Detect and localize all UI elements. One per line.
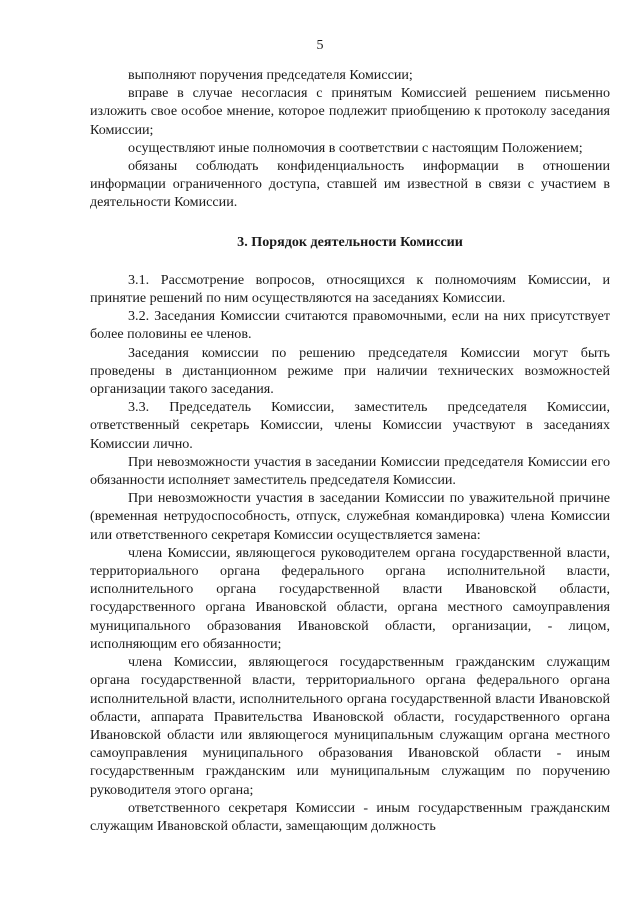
paragraph: выполняют поручения председателя Комиссии; bbox=[128, 67, 413, 83]
paragraph: ответственного секретаря Комиссии - иным государственным гражданским служащим Ивановской области, замещающим должность bbox=[90, 799, 610, 834]
paragraph: 3.1. Рассмотрение вопросов, относящихся к полномочиям Комиссии, и принятие решений по ним осуществляются на заседаниях Комиссии. bbox=[90, 271, 610, 307]
paragraph: 3.3. Председатель Комиссии, заместитель председателя Комиссии, ответственный секретарь Комиссии, члены Комиссии участвуют в заседаниях Комиссии лично. bbox=[90, 399, 610, 452]
section-heading: 3. Порядок деятельности Комиссии bbox=[237, 233, 463, 250]
paragraph: осуществляют иные полномочия в соответствии с настоящим Положением; bbox=[128, 139, 583, 156]
document-body bbox=[90, 66, 610, 835]
paragraph: Заседания комиссии по решению председателя Комиссии могут быть проведены в дистанционном режиме при наличии технических возможностей организации такого заседания. bbox=[90, 344, 610, 398]
paragraph: 3.2. Заседания Комиссии считаются правомочными, если на них присутствует более половины ее членов. bbox=[90, 308, 610, 343]
paragraph: вправе в случае несогласия с принятым Комиссией решением письменно изложить свое особое мнение, которое подлежит приобщению к протоколу заседания Комиссии; bbox=[90, 85, 610, 138]
paragraph: При невозможности участия в заседании Комиссии председателя Комиссии его обязанности исполняет заместитель председателя Комиссии. bbox=[90, 453, 610, 489]
page-number: 5 bbox=[316, 38, 324, 53]
paragraph: члена Комиссии, являющегося руководителем органа государственной власти, территориального органа федерального органа исполнительной власти, исполнительного органа государственной власти Ивановской области, государственного органа Ивановской области, органа местного самоуправления муниципального образования Ивановской области, организации, - лицом, исполняющим его обязанности; bbox=[90, 544, 610, 652]
paragraph: члена Комиссии, являющегося государственным гражданским служащим органа государственной власти, территориального органа федерального органа исполнительной власти, исполнительного органа государственной власти Ивановской области, аппарата Правительства Ивановской области, государственного органа Ивановской области или являющегося муниципальным служащим органа местного самоуправления муниципального образования Ивановской области - иным государственным гражданским или муниципальным служащим по поручению руководителя этого органа; bbox=[90, 654, 610, 798]
paragraph: обязаны соблюдать конфиденциальность информации в отношении информации ограниченного доступа, ставшей им известной в связи с участием в деятельности Комиссии. bbox=[90, 158, 610, 211]
paragraph: При невозможности участия в заседании Комиссии по уважительной причине (временная нетрудоспособность, отпуск, служебная командировка) члена Комиссии или ответственного секретаря Комиссии осуществляется замена: bbox=[90, 490, 610, 543]
